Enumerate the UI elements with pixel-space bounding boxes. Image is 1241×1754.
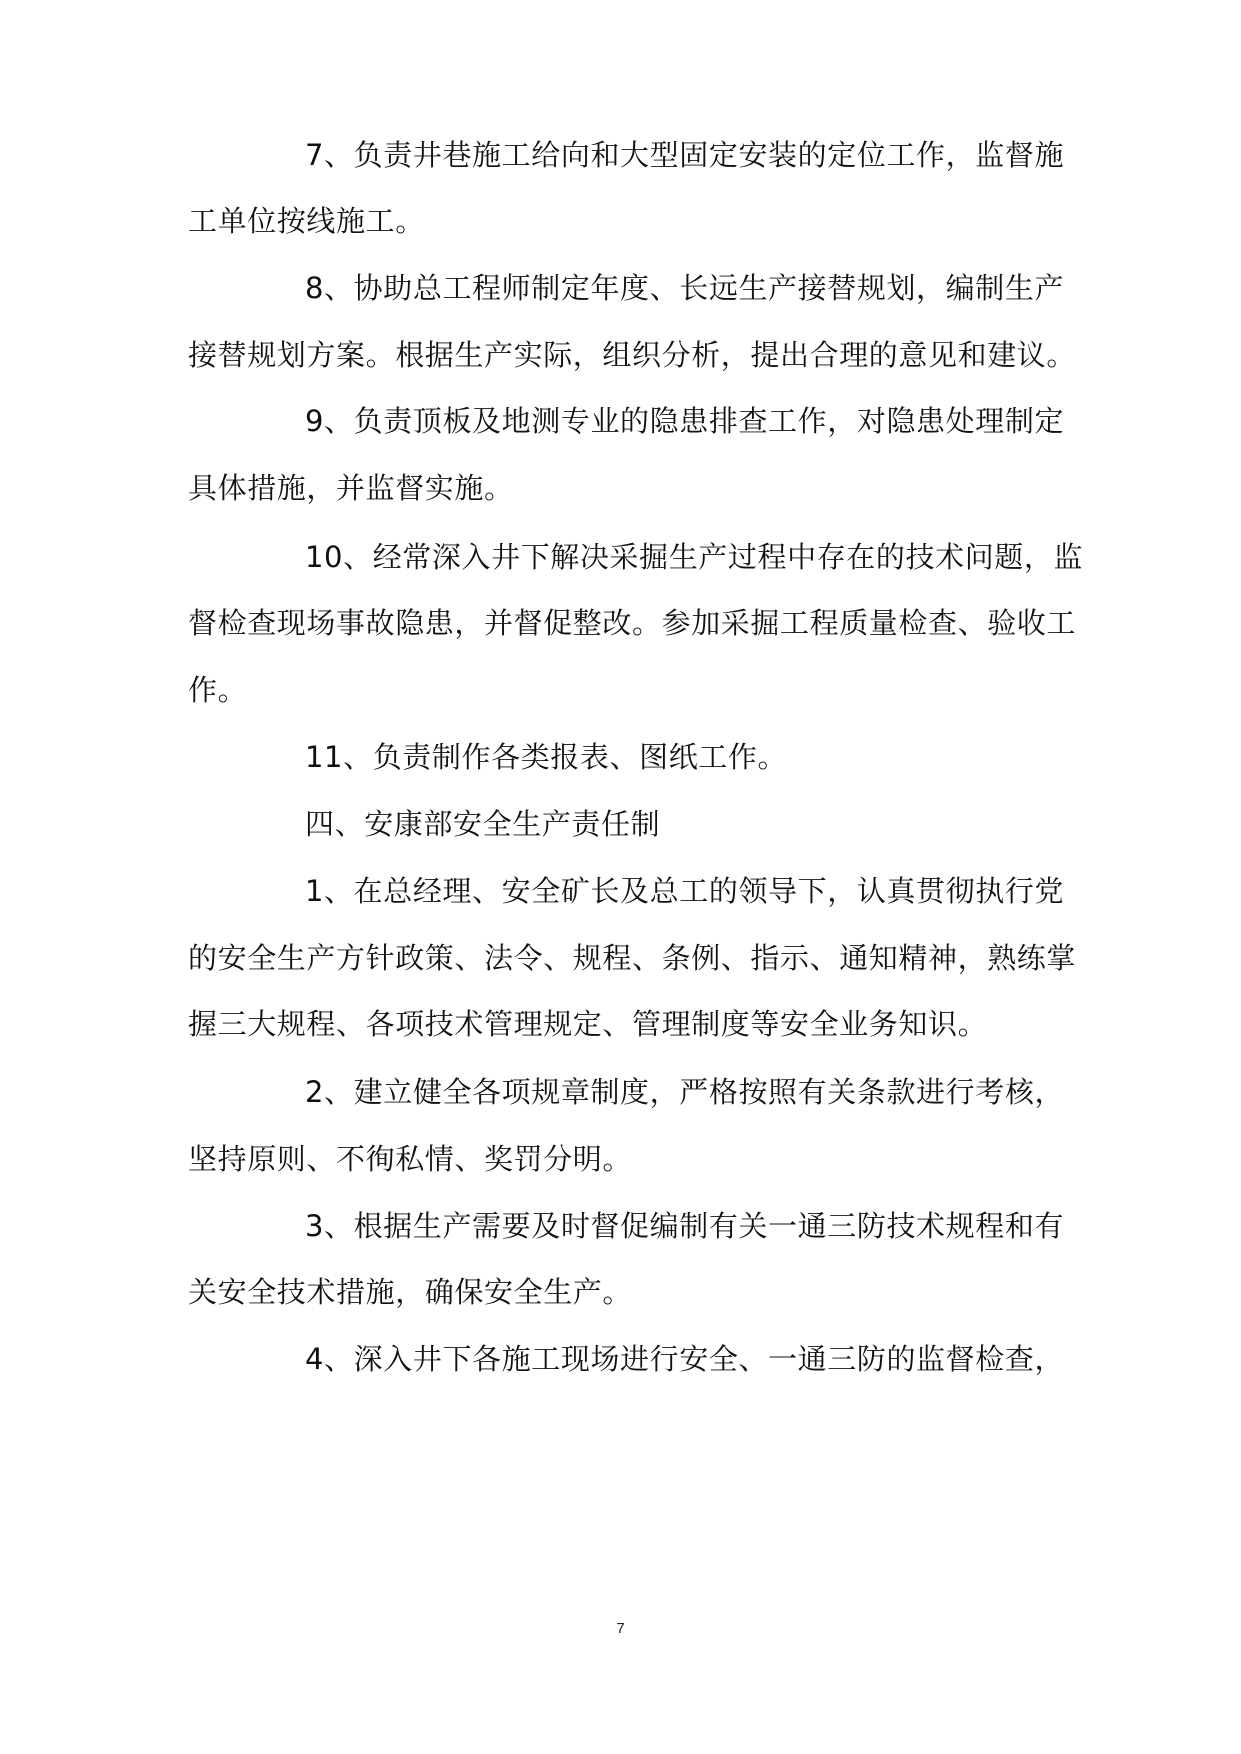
paragraph-line: 关安全技术措施，确保安全生产。 bbox=[188, 1275, 633, 1309]
paragraph-line: 工单位按线施工。 bbox=[188, 204, 425, 238]
paragraph-line: 握三大规程、各项技术管理规定、管理制度等安全业务知识。 bbox=[188, 1007, 988, 1041]
paragraph-line: 8、协助总工程师制定年度、长远生产接替规划，编制生产 bbox=[305, 271, 1065, 305]
paragraph-line: 坚持原则、不徇私情、奖罚分明。 bbox=[188, 1142, 633, 1176]
paragraph-line: 具体措施，并监督实施。 bbox=[188, 471, 514, 505]
paragraph-line: 2、建立健全各项规章制度，严格按照有关条款进行考核， bbox=[305, 1075, 1065, 1109]
paragraph-line: 11、负责制作各类报表、图纸工作。 bbox=[305, 740, 788, 774]
paragraph-line: 3、根据生产需要及时督促编制有关一通三防技术规程和有 bbox=[305, 1209, 1065, 1243]
paragraph-line: 1、在总经理、安全矿长及总工的领导下，认真贯彻执行党 bbox=[305, 874, 1065, 908]
paragraph-line: 督检查现场事故隐患，并督促整改。参加采掘工程质量检查、验收工 bbox=[188, 606, 1077, 640]
paragraph-line: 9、负责顶板及地测专业的隐患排查工作，对隐患处理制定 bbox=[305, 404, 1065, 438]
paragraph-line: 作。 bbox=[188, 673, 248, 707]
paragraph-line: 10、经常深入井下解决采掘生产过程中存在的技术问题，监 bbox=[305, 540, 1084, 574]
paragraph-line: 7、负责井巷施工给向和大型固定安装的定位工作，监督施 bbox=[305, 138, 1065, 172]
paragraph-line: 接替规划方案。根据生产实际，组织分析，提出合理的意见和建议。 bbox=[188, 338, 1077, 372]
paragraph-line: 的安全生产方针政策、法令、规程、条例、指示、通知精神，熟练掌 bbox=[188, 941, 1077, 975]
paragraph-line: 4、深入井下各施工现场进行安全、一通三防的监督检查， bbox=[305, 1342, 1065, 1376]
section-heading: 四、安康部安全生产责任制 bbox=[305, 807, 661, 841]
page-number: 7 bbox=[616, 1620, 625, 1637]
